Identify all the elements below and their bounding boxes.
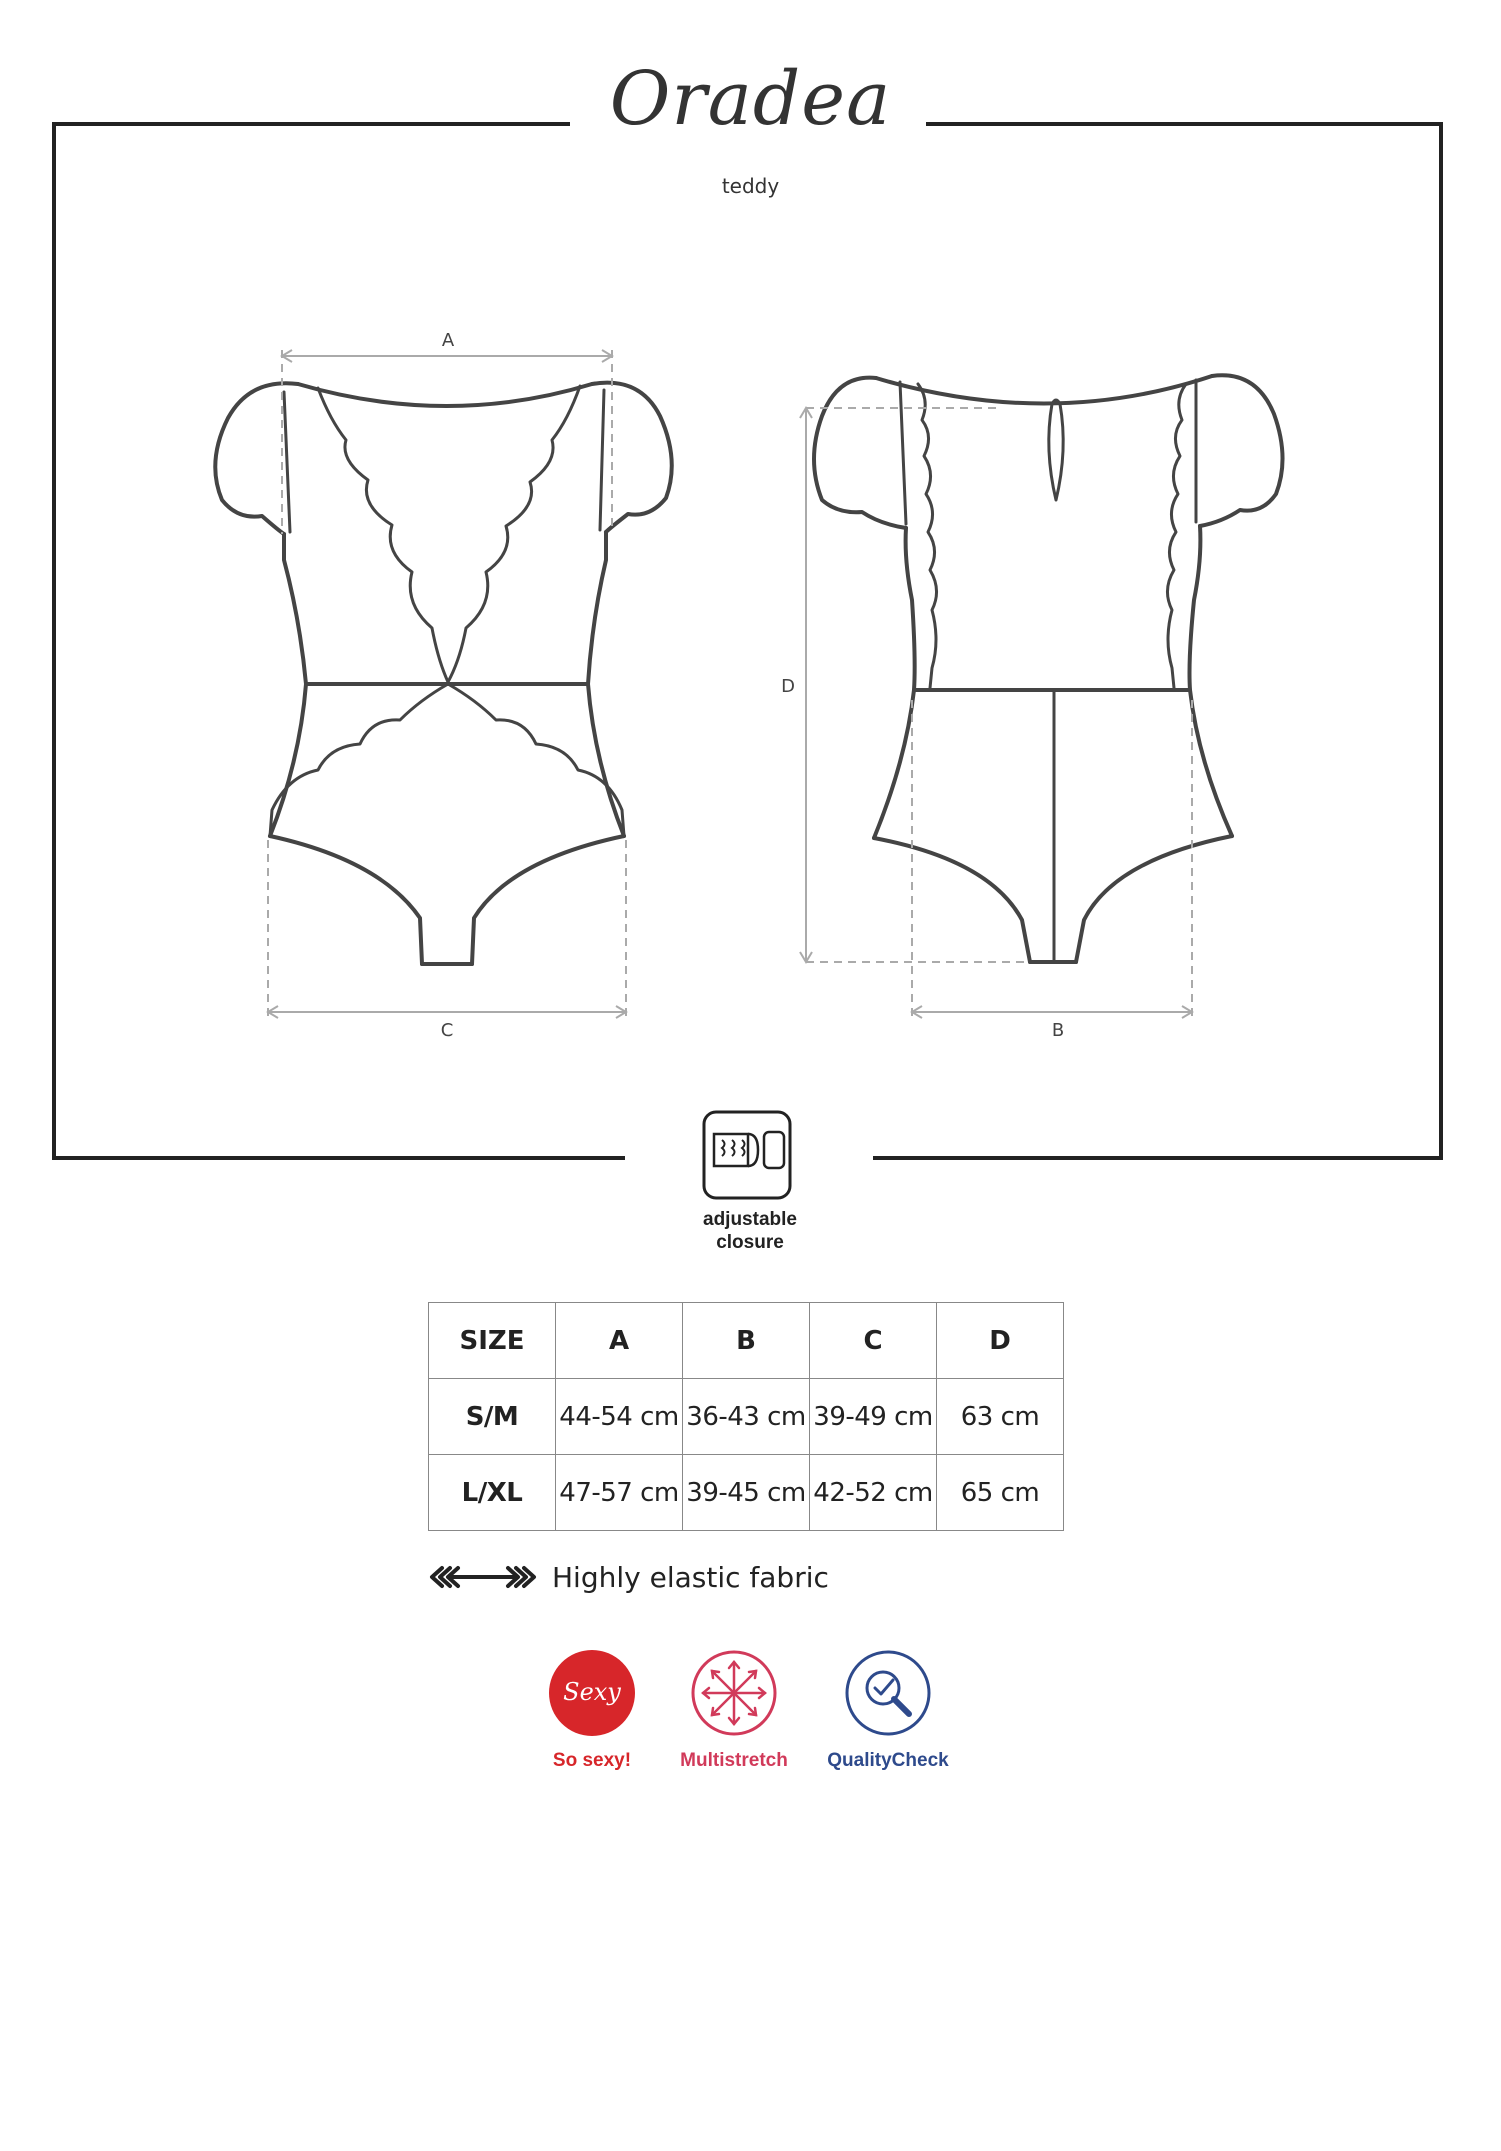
double-arrow-icon (428, 1562, 538, 1592)
table-cell: 36-43 cm (683, 1379, 810, 1455)
dim-label-d: D (781, 676, 795, 697)
badge-label: QualityCheck (827, 1750, 949, 1771)
table-cell: 44-54 cm (556, 1379, 683, 1455)
table-header: A (556, 1303, 683, 1379)
adjustable-closure-icon (700, 1108, 796, 1204)
table-header: SIZE (429, 1303, 556, 1379)
badge-multistretch (654, 1648, 814, 1772)
closure-label-line1: adjustable (703, 1209, 797, 1230)
back-view (814, 375, 1283, 962)
sexy-icon-text: Sexy (563, 1678, 621, 1706)
back-lace-right (1167, 384, 1186, 688)
front-right-side (588, 532, 624, 836)
dim-label-c: C (440, 1020, 454, 1041)
front-left-leg (270, 836, 422, 964)
table-cell: 65 cm (937, 1455, 1064, 1531)
back-right-leg (1076, 836, 1232, 962)
front-lace-lower-left (270, 684, 448, 836)
table-cell: 42-52 cm (810, 1455, 937, 1531)
table-header: D (937, 1303, 1064, 1379)
elastic-fabric-text: Highly elastic fabric (552, 1560, 829, 1594)
front-left-side (270, 534, 306, 836)
product-title: Oradea (609, 56, 892, 142)
back-left-leg (874, 838, 1030, 962)
table-header: B (683, 1303, 810, 1379)
elastic-fabric-note (428, 1558, 829, 1596)
badge-label: Multistretch (680, 1750, 788, 1771)
sexy-icon (547, 1648, 637, 1738)
product-subtitle: teddy (721, 174, 780, 198)
front-lace-left (318, 388, 448, 682)
multistretch-icon (689, 1648, 779, 1738)
front-right-leg (472, 836, 624, 964)
back-neckline (876, 376, 1212, 404)
back-lace-left (918, 384, 937, 688)
table-row (429, 1455, 1064, 1531)
size-cell: S/M (429, 1379, 556, 1455)
closure-label-line2: closure (716, 1232, 784, 1253)
table-cell: 63 cm (937, 1379, 1064, 1455)
table-header: C (810, 1303, 937, 1379)
back-left-side (874, 528, 915, 838)
front-neckline (298, 384, 592, 406)
frame-bottom-right (873, 1156, 1443, 1160)
badge-quality-check (808, 1648, 968, 1772)
dim-label-b: B (1051, 1020, 1065, 1041)
badge-label: So sexy! (552, 1750, 632, 1771)
badge-so-sexy (512, 1648, 672, 1772)
dim-label-a: A (441, 330, 455, 351)
table-row (429, 1379, 1064, 1455)
back-left-sleeve (814, 378, 906, 528)
table-cell: 39-49 cm (810, 1379, 937, 1455)
size-table (428, 1302, 1064, 1531)
size-cell: L/XL (429, 1455, 556, 1531)
closure-label (650, 1208, 850, 1254)
back-dimensions (800, 408, 1192, 1018)
keyhole (1049, 400, 1063, 500)
front-view (215, 383, 672, 964)
table-cell: 47-57 cm (556, 1455, 683, 1531)
back-right-sleeve (1200, 375, 1283, 526)
front-lace-right (448, 386, 580, 682)
back-right-side (1190, 526, 1233, 836)
quality-check-icon (843, 1648, 933, 1738)
frame-bottom-left (52, 1156, 625, 1160)
front-lace-lower-right (448, 684, 624, 836)
table-header-row (429, 1303, 1064, 1379)
table-cell: 39-45 cm (683, 1455, 810, 1531)
